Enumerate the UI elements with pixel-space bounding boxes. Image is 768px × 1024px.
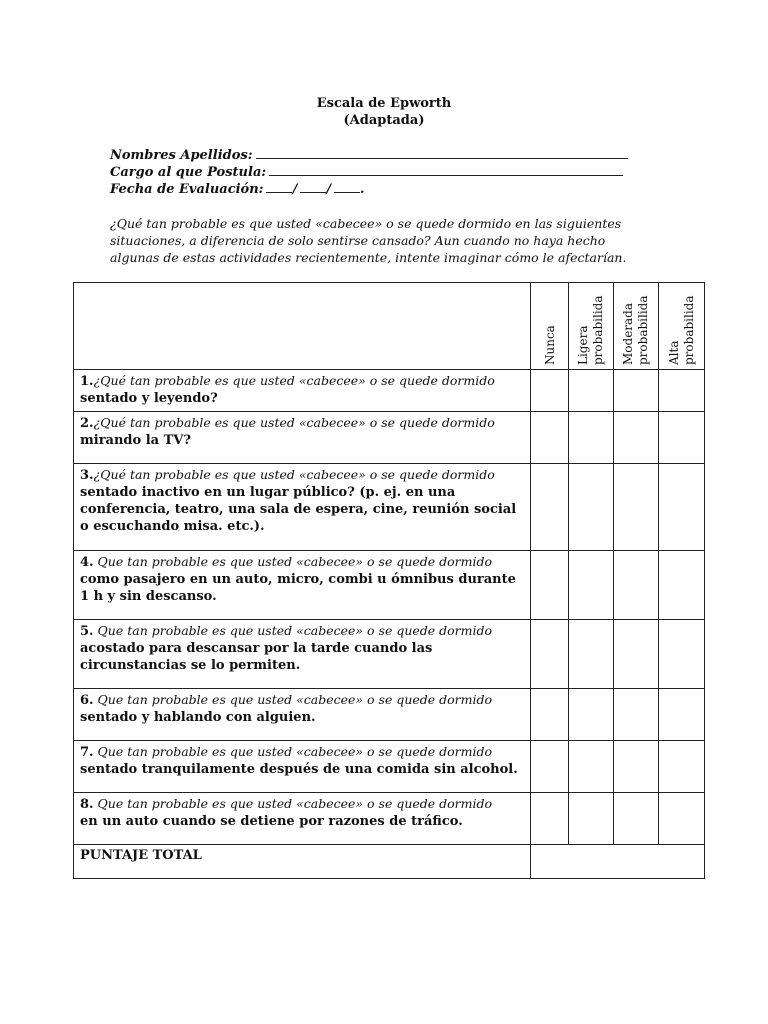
question-prompt: Que tan probable es que usted «cabecee» o se quede dormido (93, 554, 493, 569)
date-end: . (359, 182, 365, 197)
intro-line: algunas de estas actividades recientemente, intente imaginar cómo le afectarían. (110, 250, 627, 265)
question-row (74, 464, 705, 551)
column-label-line2: probabilida (591, 295, 605, 365)
answer-cell-ligera[interactable] (569, 464, 614, 551)
answer-cell-nunca[interactable] (531, 620, 569, 689)
answer-cell-alta[interactable] (659, 551, 705, 620)
total-row (74, 845, 705, 879)
column-label: Alta (666, 340, 681, 365)
question-text-cell (74, 689, 531, 741)
answer-cell-ligera[interactable] (569, 551, 614, 620)
column-label-line2: probabilida (681, 295, 696, 365)
question-situation: mirando la TV? (80, 433, 191, 448)
question-row (74, 741, 705, 793)
answer-cell-nunca[interactable] (531, 689, 569, 741)
column-label: Nunca (542, 325, 557, 365)
answer-cell-alta[interactable] (659, 793, 705, 845)
question-prompt: Que tan probable es que usted «cabecee» o se quede dormido (93, 796, 493, 811)
question-situation: sentado y hablando con alguien. (80, 710, 316, 725)
answer-cell-alta[interactable] (659, 370, 705, 412)
answer-cell-nunca[interactable] (531, 741, 569, 793)
question-prompt: ¿Qué tan probable es que usted «cabecee» o se quede dormido (93, 467, 495, 482)
date-field (110, 180, 365, 198)
position-label: Cargo al que Postula: (110, 165, 267, 180)
question-text-cell (74, 620, 531, 689)
question-row (74, 370, 705, 412)
answer-cell-ligera[interactable] (569, 620, 614, 689)
header-moderada (614, 283, 659, 370)
question-text-cell (74, 370, 531, 412)
question-situation: sentado y leyendo? (80, 391, 218, 406)
question-number: 4. (80, 555, 94, 570)
answer-cell-moderada[interactable] (614, 689, 659, 741)
question-situation: acostado para descansar por la tarde cuando las circunstancias se lo permiten. (80, 641, 433, 673)
answer-cell-moderada[interactable] (614, 412, 659, 464)
question-row (74, 412, 705, 464)
answer-cell-alta[interactable] (659, 464, 705, 551)
question-number: 7. (80, 745, 94, 760)
question-text-cell (74, 464, 531, 551)
answer-cell-alta[interactable] (659, 741, 705, 793)
header-ligera (569, 283, 614, 370)
question-prompt: ¿Qué tan probable es que usted «cabecee» o se quede dormido (93, 373, 495, 388)
intro-line: situaciones, a diferencia de solo sentirse cansado? Aun cuando no haya hecho (110, 233, 606, 248)
question-number: 3. (80, 468, 94, 483)
question-prompt: Que tan probable es que usted «cabecee» o se quede dormido (93, 744, 493, 759)
table-header-row (74, 283, 705, 370)
answer-cell-ligera[interactable] (569, 412, 614, 464)
answer-cell-ligera[interactable] (569, 689, 614, 741)
column-label: Ligera (576, 325, 590, 365)
document-subtitle: (Adaptada) (343, 113, 425, 128)
column-label: Moderada (621, 302, 635, 365)
question-row (74, 551, 705, 620)
question-number: 2. (80, 416, 94, 431)
document-title: Escala de Epworth (316, 96, 452, 111)
question-prompt: ¿Qué tan probable es que usted «cabecee» o se quede dormido (93, 415, 495, 430)
question-row (74, 620, 705, 689)
date-separator-2: / (326, 182, 331, 197)
question-number: 1. (80, 374, 94, 389)
answer-cell-ligera[interactable] (569, 793, 614, 845)
header-blank-cell (74, 283, 531, 370)
answer-cell-nunca[interactable] (531, 370, 569, 412)
question-prompt: Que tan probable es que usted «cabecee» o se quede dormido (93, 623, 493, 638)
answer-cell-moderada[interactable] (614, 620, 659, 689)
answer-cell-ligera[interactable] (569, 741, 614, 793)
position-field (110, 163, 623, 181)
question-row (74, 793, 705, 845)
column-label-line2: probabilida (636, 295, 650, 365)
header-alta (659, 283, 705, 370)
intro-line: ¿Qué tan probable es que usted «cabecee» o se quede dormido en las siguientes (110, 216, 622, 231)
answer-cell-nunca[interactable] (531, 551, 569, 620)
name-label: Nombres Apellidos: (110, 148, 253, 163)
total-label-cell (74, 845, 531, 879)
question-row (74, 689, 705, 741)
date-label: Fecha de Evaluación: (110, 182, 264, 197)
question-text-cell (74, 793, 531, 845)
answer-cell-nunca[interactable] (531, 793, 569, 845)
answer-cell-moderada[interactable] (614, 551, 659, 620)
question-text-cell (74, 412, 531, 464)
question-text-cell (74, 551, 531, 620)
total-score-cell[interactable] (531, 845, 705, 879)
answer-cell-nunca[interactable] (531, 464, 569, 551)
answer-cell-moderada[interactable] (614, 464, 659, 551)
answer-cell-moderada[interactable] (614, 741, 659, 793)
answer-cell-ligera[interactable] (569, 370, 614, 412)
position-blank[interactable] (269, 163, 623, 176)
name-blank[interactable] (256, 146, 628, 159)
header-nunca (531, 283, 569, 370)
epworth-table (73, 282, 705, 879)
answer-cell-nunca[interactable] (531, 412, 569, 464)
question-situation: sentado tranquilamente después de una comida sin alcohol. (80, 762, 518, 777)
answer-cell-alta[interactable] (659, 620, 705, 689)
date-day-blank[interactable] (266, 180, 292, 193)
answer-cell-alta[interactable] (659, 689, 705, 741)
date-separator-1: / (292, 182, 298, 197)
date-year-blank[interactable] (334, 180, 360, 193)
date-month-blank[interactable] (300, 180, 326, 193)
answer-cell-moderada[interactable] (614, 370, 659, 412)
question-number: 5. (80, 624, 94, 639)
question-number: 8. (80, 797, 94, 812)
question-situation: en un auto cuando se detiene por razones de tráfico. (80, 814, 463, 829)
question-situation: como pasajero en un auto, micro, combi u ómnibus durante 1 h y sin descanso. (80, 572, 516, 604)
intro-paragraph (110, 215, 650, 266)
answer-cell-moderada[interactable] (614, 793, 659, 845)
total-label: PUNTAJE TOTAL (80, 848, 202, 863)
question-text-cell (74, 741, 531, 793)
question-number: 6. (80, 693, 94, 708)
name-field (110, 146, 628, 164)
question-situation: sentado inactivo en un lugar público? (p. ej. en una conferencia, teatro, una sala de espera, cine, reunión social o escuchando misa. etc.). (80, 485, 517, 534)
question-prompt: Que tan probable es que usted «cabecee» o se quede dormido (93, 692, 493, 707)
answer-cell-alta[interactable] (659, 412, 705, 464)
